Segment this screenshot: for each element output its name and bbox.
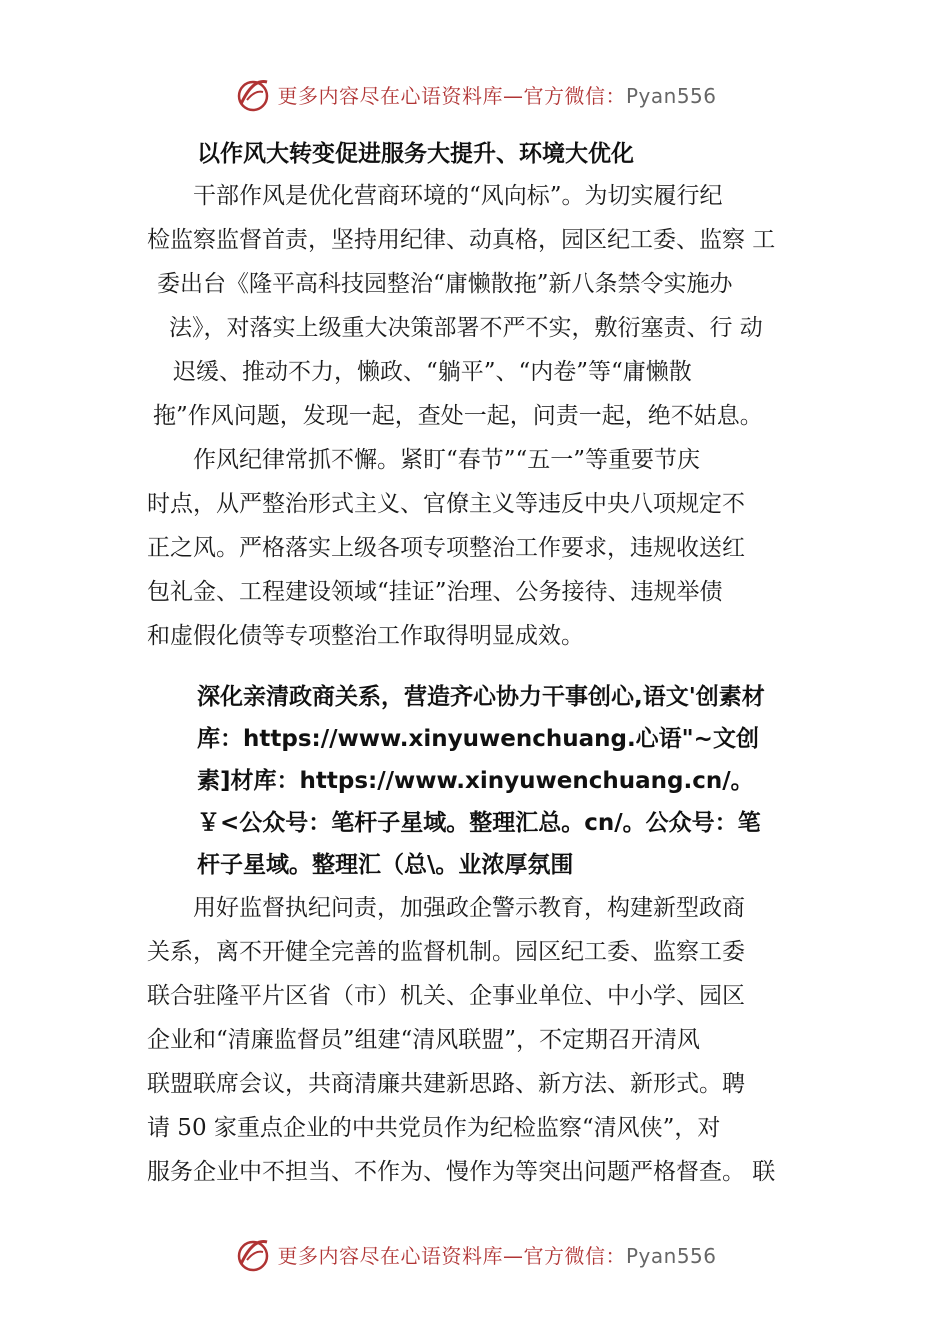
section-heading-2 [147,676,817,886]
heading-line: 库：https://www.xinyuwenchuang.心语"~文创 [197,726,759,752]
text-line: 时点，从严整治形式主义、官僚主义等违反中央八项规定不 [147,491,745,517]
text-line: 请 50 家重点企业的中共党员作为纪检监察“清风侠”，对 [147,1115,721,1141]
brand-logo-icon [233,1234,273,1274]
text-line: 正之风。严格落实上级各项专项整治工作要求，违规收送红 [147,535,745,561]
banner-text: 更多内容尽在心语资料库—官方微信：Pyan556 [277,83,717,108]
section-heading-1: 以作风大转变促进服务大提升、环境大优化 [197,141,634,167]
text-line: 法》，对落实上级重大决策部署不严不实，敷衍塞责、行 动 [169,315,763,341]
heading-line: ￥<公众号：笔杆子星域。整理汇总。cn/。公众号：笔 [197,810,761,836]
text-line: 作风纪律常抓不懈。紧盯“春节”“五一”等重要节庆 [193,447,701,473]
text-line: 关系，离不开健全完善的监督机制。园区纪工委、监察工委 [147,939,745,965]
text-line: 用好监督执纪问责，加强政企警示教育，构建新型政商 [193,895,745,921]
header-banner [0,70,950,118]
heading-line: 杆子星域。整理汇（总\。业浓厚氛围 [197,852,574,878]
brand-logo-icon [233,74,273,114]
text-line: 包礼金、工程建设领域“挂证”治理、公务接待、违规举债 [147,579,723,605]
wechat-id: Pyan556 [625,1243,717,1268]
document-body [147,134,817,1194]
heading-line: 素]材库：https://www.xinyuwenchuang.cn/。 [197,768,754,794]
text-line: 服务企业中不担当、不作为、慢作为等突出问题严格督查。 联 [147,1159,776,1185]
text-line: 干部作风是优化营商环境的“风向标”。为切实履行纪 [193,183,723,209]
heading-line: 深化亲清政商关系，营造齐心协力干事创心,语文'创素材 [197,684,765,710]
text-line: 迟缓、推动不力，懒政、“躺平”、“内卷”等“庸懒散 [173,359,692,385]
text-line: 检监察监督首责，坚持用纪律、动真格，园区纪工委、监察 工 [147,227,776,253]
text-line: 联盟联席会议，共商清廉共建新思路、新方法、新形式。聘 [147,1071,745,1097]
wechat-id: Pyan556 [625,83,717,108]
text-line: 和虚假化债等专项整治工作取得明显成效。 [147,623,584,649]
footer-banner [0,1230,950,1278]
banner-text: 更多内容尽在心语资料库—官方微信：Pyan556 [277,1243,717,1268]
paragraph-3 [147,886,817,1194]
paragraph-1 [147,174,817,438]
paragraph-2 [147,438,817,658]
text-line: 拖”作风问题，发现一起，查处一起，问责一起，绝不姑息。 [153,403,763,429]
text-line: 企业和“清廉监督员”组建“清风联盟”，不定期召开清风 [147,1027,701,1053]
text-line: 委出台《隆平高科技园整治“庸懒散拖”新八条禁令实施办 [157,271,733,297]
text-line: 联合驻隆平片区省（市）机关、企事业单位、中小学、园区 [147,983,745,1009]
